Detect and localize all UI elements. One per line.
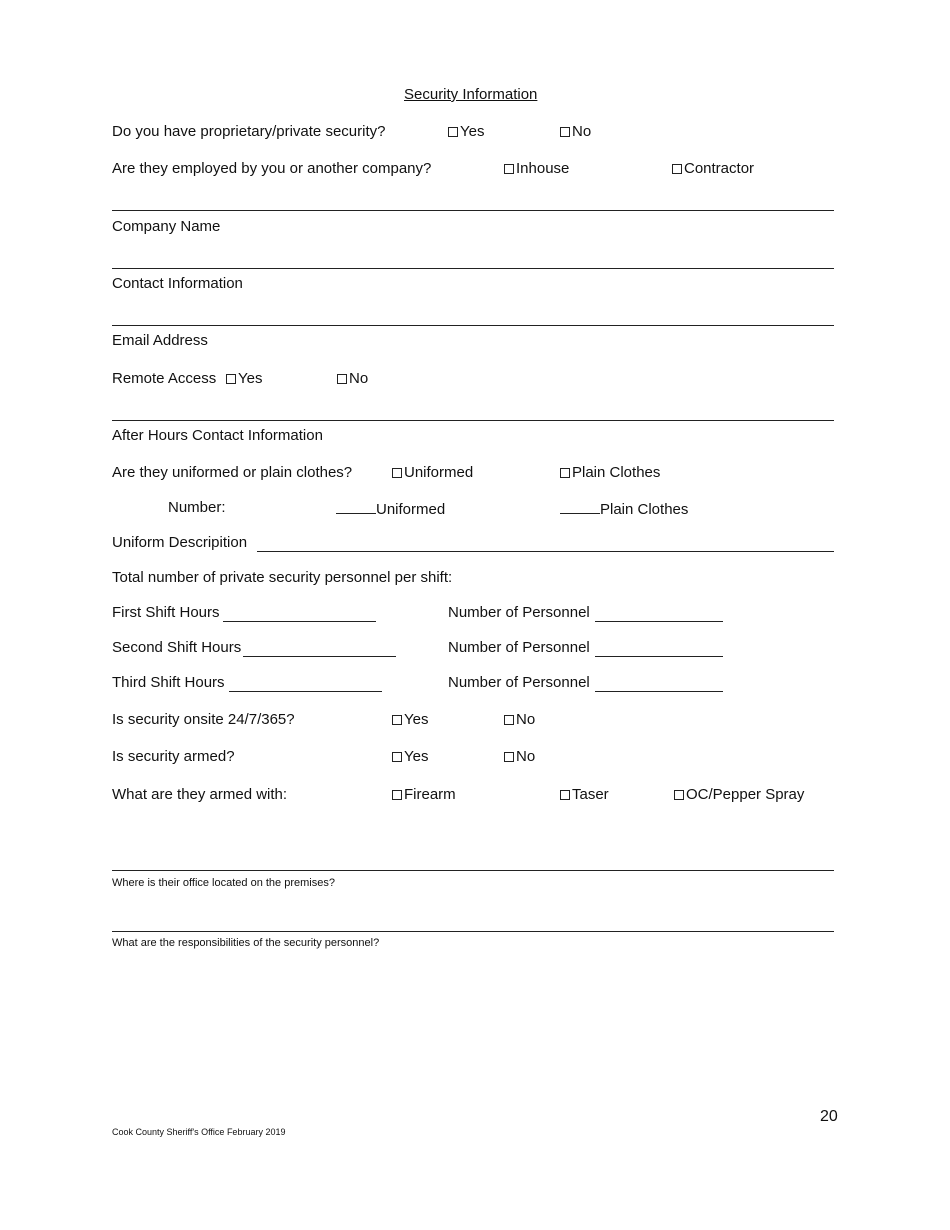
email-label: Email Address <box>112 332 208 349</box>
second-shift-personnel-label: Number of Personnel <box>448 639 590 656</box>
checkbox-icon[interactable] <box>337 374 347 384</box>
checkbox-icon[interactable] <box>392 468 402 478</box>
checkbox-icon[interactable] <box>392 790 402 800</box>
contact-info-label: Contact Information <box>112 275 243 292</box>
uniformed-option[interactable]: Uniformed <box>392 464 473 482</box>
armed-question: Is security armed? <box>112 748 235 765</box>
checkbox-icon[interactable] <box>560 790 570 800</box>
uniform-description-line[interactable] <box>257 534 834 552</box>
footer-text: Cook County Sheriff's Office February 2019 <box>112 1127 286 1137</box>
remote-access-no-option[interactable]: No <box>337 370 368 388</box>
firearm-option[interactable]: Firearm <box>392 786 456 804</box>
armed-with-question: What are they armed with: <box>112 786 288 803</box>
second-shift-personnel-line[interactable] <box>595 639 723 657</box>
private-security-yes-option[interactable]: Yes <box>448 123 484 141</box>
first-shift-hours-line[interactable] <box>223 604 376 622</box>
number-label: Number: <box>168 499 226 516</box>
third-shift-hours-line[interactable] <box>229 674 382 692</box>
third-shift-personnel-line[interactable] <box>595 674 723 692</box>
checkbox-icon[interactable] <box>504 715 514 725</box>
checkbox-icon[interactable] <box>504 752 514 762</box>
onsite-yes-option[interactable]: Yes <box>392 711 428 729</box>
onsite-no-option[interactable]: No <box>504 711 535 729</box>
responsibilities-label: What are the responsibilities of the security personnel? <box>112 937 380 949</box>
email-line[interactable] <box>112 325 834 326</box>
private-security-question: Do you have proprietary/private security? <box>112 123 386 140</box>
third-shift-hours-label: Third Shift Hours <box>112 674 225 691</box>
office-location-line[interactable] <box>112 870 834 871</box>
private-security-no-option[interactable]: No <box>560 123 591 141</box>
first-shift-hours-label: First Shift Hours <box>112 604 220 621</box>
checkbox-icon[interactable] <box>560 468 570 478</box>
employed-contractor-option[interactable]: Contractor <box>672 160 754 178</box>
pepper-spray-option[interactable]: OC/Pepper Spray <box>674 786 804 804</box>
plain-clothes-option[interactable]: Plain Clothes <box>560 464 660 482</box>
checkbox-icon[interactable] <box>674 790 684 800</box>
checkbox-icon[interactable] <box>392 715 402 725</box>
first-shift-personnel-line[interactable] <box>595 604 723 622</box>
second-shift-hours-label: Second Shift Hours <box>112 639 242 656</box>
second-shift-hours-line[interactable] <box>243 639 396 657</box>
employed-question: Are they employed by you or another company? <box>112 160 432 177</box>
uniform-description-label: Uniform Descripition <box>112 534 248 551</box>
checkbox-icon[interactable] <box>392 752 402 762</box>
checkbox-icon[interactable] <box>560 127 570 137</box>
checkbox-icon[interactable] <box>672 164 682 174</box>
responsibilities-line[interactable] <box>112 931 834 932</box>
checkbox-icon[interactable] <box>504 164 514 174</box>
after-hours-line[interactable] <box>112 420 834 421</box>
third-shift-personnel-label: Number of Personnel <box>448 674 590 691</box>
after-hours-label: After Hours Contact Information <box>112 427 323 444</box>
taser-option[interactable]: Taser <box>560 786 609 804</box>
number-uniformed-field[interactable]: Uniformed <box>336 499 445 519</box>
employed-inhouse-option[interactable]: Inhouse <box>504 160 569 178</box>
remote-access-yes-option[interactable]: Yes <box>226 370 262 388</box>
number-plain-field[interactable]: Plain Clothes <box>560 499 688 519</box>
page-title: Security Information <box>404 86 538 103</box>
company-name-line[interactable] <box>112 210 834 211</box>
checkbox-icon[interactable] <box>448 127 458 137</box>
armed-no-option[interactable]: No <box>504 748 535 766</box>
remote-access-label: Remote Access <box>112 370 217 387</box>
uniformed-question: Are they uniformed or plain clothes? <box>112 464 353 481</box>
number-uniformed-blank[interactable] <box>336 499 376 514</box>
company-name-label: Company Name <box>112 218 221 235</box>
checkbox-icon[interactable] <box>226 374 236 384</box>
total-personnel-label: Total number of private security personnel per shift: <box>112 569 453 586</box>
contact-info-line[interactable] <box>112 268 834 269</box>
number-plain-blank[interactable] <box>560 499 600 514</box>
first-shift-personnel-label: Number of Personnel <box>448 604 590 621</box>
office-location-label: Where is their office located on the premises? <box>112 877 335 889</box>
page-number: 20 <box>820 1108 838 1125</box>
armed-yes-option[interactable]: Yes <box>392 748 428 766</box>
onsite-question: Is security onsite 24/7/365? <box>112 711 295 728</box>
